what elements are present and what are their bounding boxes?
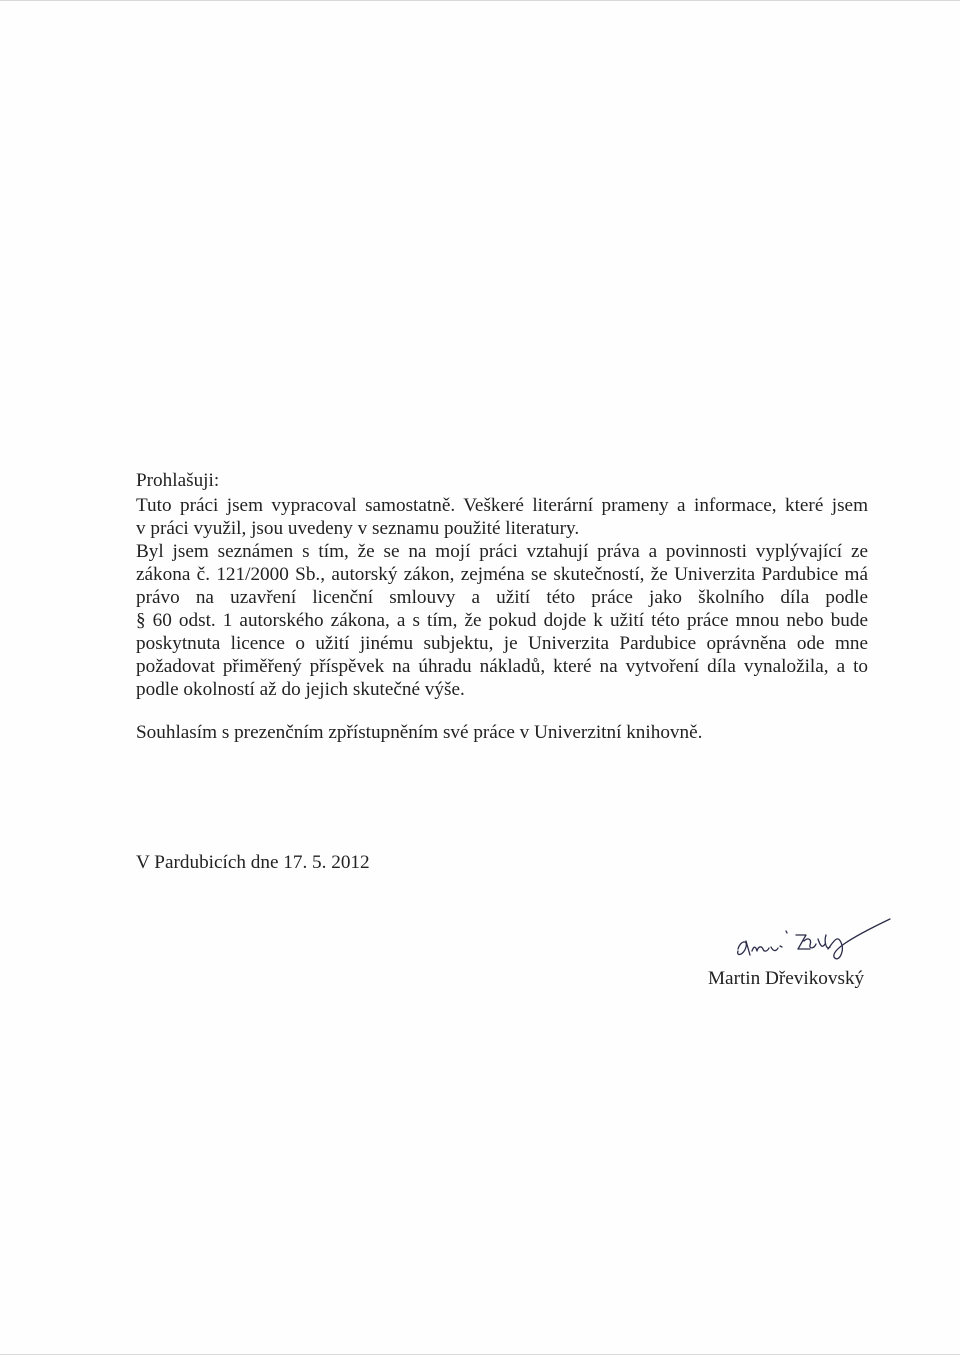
declaration-line: právo na uzavření licenční smlouvy a užití této práce jako školního díla podle	[136, 587, 868, 608]
place-date	[136, 851, 868, 874]
date-text: V Pardubicích dne 17. 5. 2012	[136, 852, 370, 873]
signature-block	[690, 911, 900, 1001]
consent-text: Souhlasím s prezenčním zpřístupněním své práce v Univerzitní knihovně.	[136, 722, 703, 743]
consent-paragraph	[136, 721, 868, 744]
declaration-heading	[136, 469, 868, 492]
declaration-line: podle okolností až do jejich skutečné výše.	[136, 679, 465, 700]
heading-text: Prohlašuji:	[136, 470, 220, 491]
declaration-line: § 60 odst. 1 autorského zákona, a s tím, že pokud dojde k užití této práce mnou nebo bude	[136, 610, 868, 631]
signer-name: Martin Dřevikovský	[708, 968, 865, 989]
declaration-line: Byl jsem seznámen s tím, že se na mojí práci vztahují práva a povinnosti vyplývající ze	[136, 541, 868, 562]
declaration-paragraph	[136, 494, 868, 701]
declaration-line: v práci využil, jsou uvedeny v seznamu použité literatury.	[136, 518, 580, 539]
handwritten-signature	[730, 911, 900, 971]
declaration-line: požadovat přiměřený příspěvek na úhradu nákladů, které na vytvoření díla vynaložila, a to	[136, 656, 868, 677]
declaration-line: Tuto práci jsem vypracoval samostatně. Veškeré literární prameny a informace, které jsem	[136, 495, 868, 516]
declaration-line: poskytnuta licence o užití jinému subjektu, je Univerzita Pardubice oprávněna ode mne	[136, 633, 868, 654]
declaration-line: zákona č. 121/2000 Sb., autorský zákon, zejména se skutečností, že Univerzita Pardubice má	[136, 564, 868, 585]
